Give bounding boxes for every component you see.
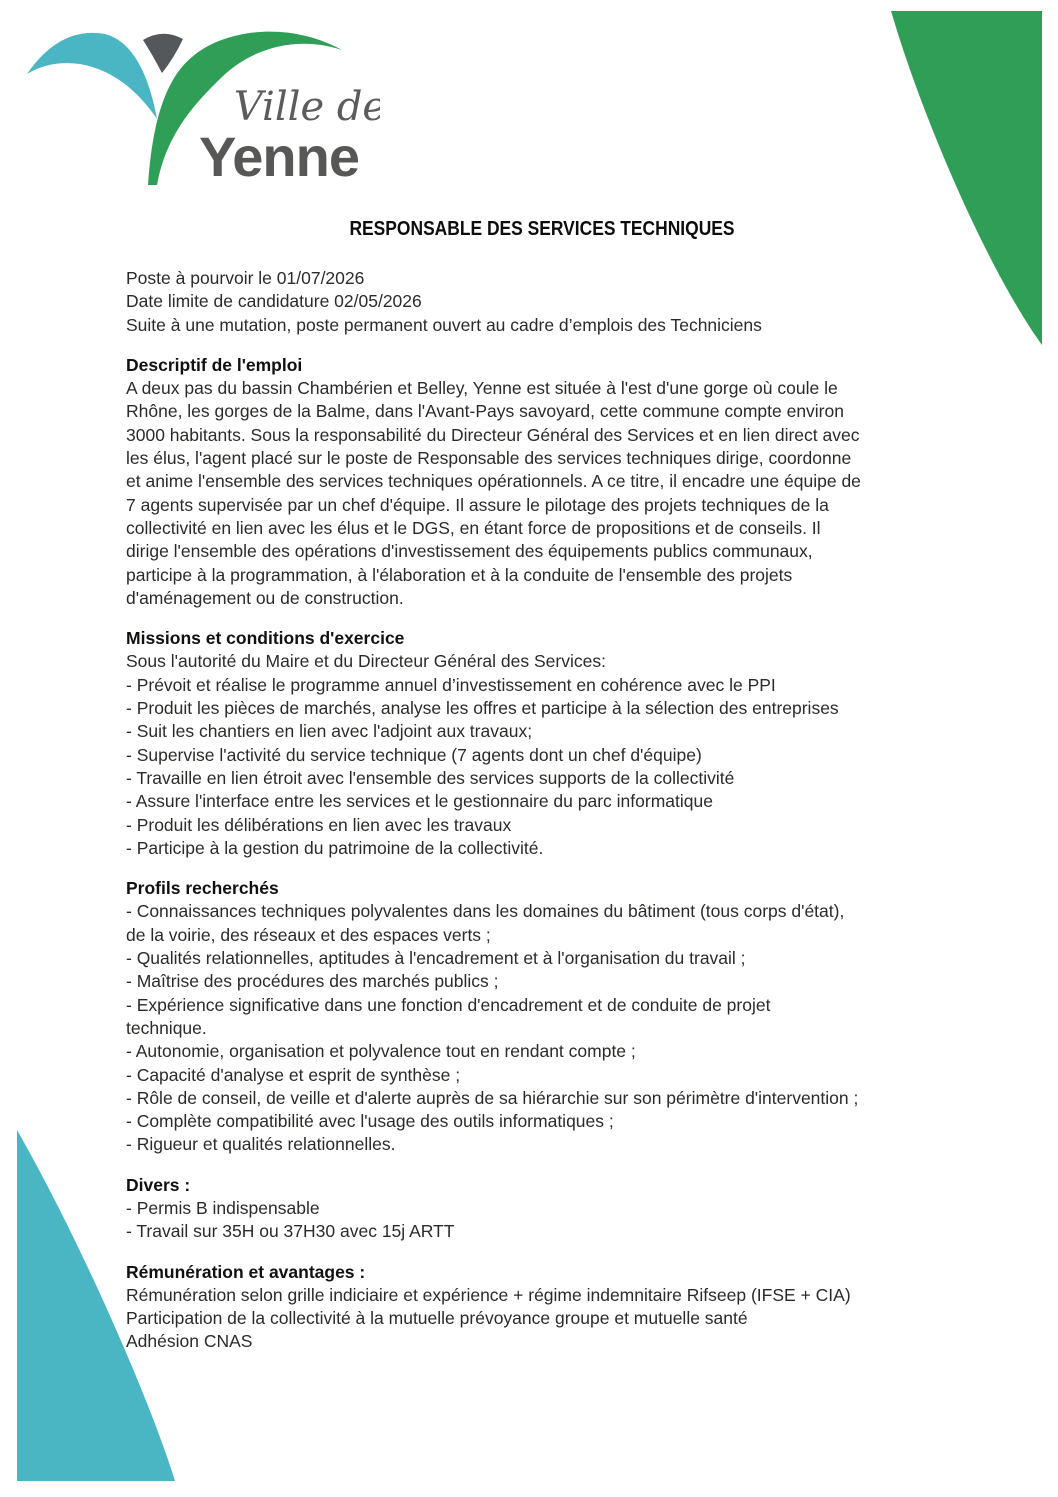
section-heading: Profils recherchés: [126, 878, 279, 899]
text-line: d'aménagement ou de construction.: [126, 587, 404, 608]
ville-de-yenne-logo: [25, 24, 380, 192]
text-line: - Travaille en lien étroit avec l'ensemble des services supports de la collectivité: [126, 767, 735, 788]
logo-gray-wedge: [143, 34, 183, 73]
text-line: - Maîtrise des procédures des marchés publics ;: [126, 971, 499, 992]
text-line: Rémunération selon grille indiciaire et expérience + régime indemnitaire Rifseep (IFSE + CIA): [126, 1284, 851, 1305]
intro-line: Suite à une mutation, poste permanent ouvert au cadre d’emplois des Techniciens: [126, 314, 762, 335]
section-heading: Descriptif de l'emploi: [126, 354, 303, 375]
section-heading: Rémunération et avantages :: [126, 1261, 366, 1282]
text-line: dirige l'ensemble des opérations d'investissement des équipements publics communaux,: [126, 541, 813, 562]
text-line: de la voirie, des réseaux et des espaces verts ;: [126, 924, 491, 945]
text-line: - Permis B indispensable: [126, 1197, 320, 1218]
text-line: - Connaissances techniques polyvalentes dans les domaines du bâtiment (tous corps d'état),: [126, 901, 845, 922]
text-line: - Rigueur et qualités relationnelles.: [126, 1134, 396, 1155]
logo-script-text: Ville de: [233, 84, 380, 130]
text-line: Participation de la collectivité à la mutuelle prévoyance groupe et mutuelle santé: [126, 1308, 748, 1329]
text-line: technique.: [126, 1017, 207, 1038]
text-line: Adhésion CNAS: [126, 1331, 253, 1352]
text-line: - Rôle de conseil, de veille et d'alerte auprès de sa hiérarchie sur son périmètre d'intervention ;: [126, 1087, 859, 1108]
document-section: [126, 1261, 958, 1354]
text-line: - Produit les délibérations en lien avec les travaux: [126, 814, 512, 835]
sections-container: [126, 354, 958, 1354]
text-line: - Produit les pièces de marchés, analyse les offres et participe à la sélection des entreprises: [126, 698, 839, 719]
logo-graphic: [25, 24, 380, 192]
text-line: - Supervise l'activité du service technique (7 agents dont un chef d'équipe): [126, 744, 702, 765]
intro-block: [126, 267, 958, 337]
text-line: 7 agents supervisée par un chef d'équipe. Il assure le pilotage des projets techniques de la: [126, 494, 829, 515]
text-line: - Complète compatibilité avec l'usage des outils informatiques ;: [126, 1111, 614, 1132]
document-body: [126, 217, 958, 1354]
text-line: - Autonomie, organisation et polyvalence tout en rendant compte ;: [126, 1041, 636, 1062]
text-line: les élus, l'agent placé sur le poste de Responsable des services techniques dirige, coordonne: [126, 448, 852, 469]
document-section: [126, 354, 958, 610]
text-line: - Participe à la gestion du patrimoine de la collectivité.: [126, 837, 544, 858]
text-line: et anime l'ensemble des services techniques opérationnels. A ce titre, il encadre une équipe de: [126, 471, 861, 492]
text-line: participe à la programmation, à l'élaboration et à la conduite de l'ensemble des projets: [126, 564, 793, 585]
text-line: - Expérience significative dans une fonction d'encadrement et de conduite de projet: [126, 994, 771, 1015]
document-section: [126, 627, 958, 860]
text-line: - Prévoit et réalise le programme annuel d’investissement en cohérence avec le PPI: [126, 674, 776, 695]
text-line: collectivité en lien avec les élus et le DGS, en étant force de propositions et de conseils. Il: [126, 517, 821, 538]
text-line: Rhône, les gorges de la Balme, dans l'Avant-Pays savoyard, cette commune compte environ: [126, 401, 844, 422]
logo-city-name: Yenne: [199, 125, 359, 188]
document-title: RESPONSABLE DES SERVICES TECHNIQUES: [349, 217, 735, 240]
section-heading: Divers :: [126, 1174, 191, 1195]
logo-teal-swoosh: [27, 33, 157, 119]
text-line: - Capacité d'analyse et esprit de synthèse ;: [126, 1064, 461, 1085]
text-line: - Suit les chantiers en lien avec l'adjoint aux travaux;: [126, 721, 533, 742]
text-line: A deux pas du bassin Chambérien et Belley, Yenne est située à l'est d'une gorge où coule le: [126, 378, 838, 399]
document-section: [126, 1174, 958, 1244]
intro-line: Poste à pourvoir le 01/07/2026: [126, 268, 365, 288]
text-line: - Qualités relationnelles, aptitudes à l'encadrement et à l'organisation du travail ;: [126, 948, 746, 969]
text-line: - Assure l'interface entre les services et le gestionnaire du parc informatique: [126, 791, 713, 812]
document-section: [126, 877, 958, 1157]
text-line: - Travail sur 35H ou 37H30 avec 15j ARTT: [126, 1221, 455, 1242]
text-line: Sous l'autorité du Maire et du Directeur Général des Services:: [126, 651, 606, 672]
text-line: 3000 habitants. Sous la responsabilité du Directeur Général des Services et en lien direct avec: [126, 424, 860, 445]
intro-line: Date limite de candidature 02/05/2026: [126, 291, 422, 312]
section-heading: Missions et conditions d'exercice: [126, 628, 405, 649]
